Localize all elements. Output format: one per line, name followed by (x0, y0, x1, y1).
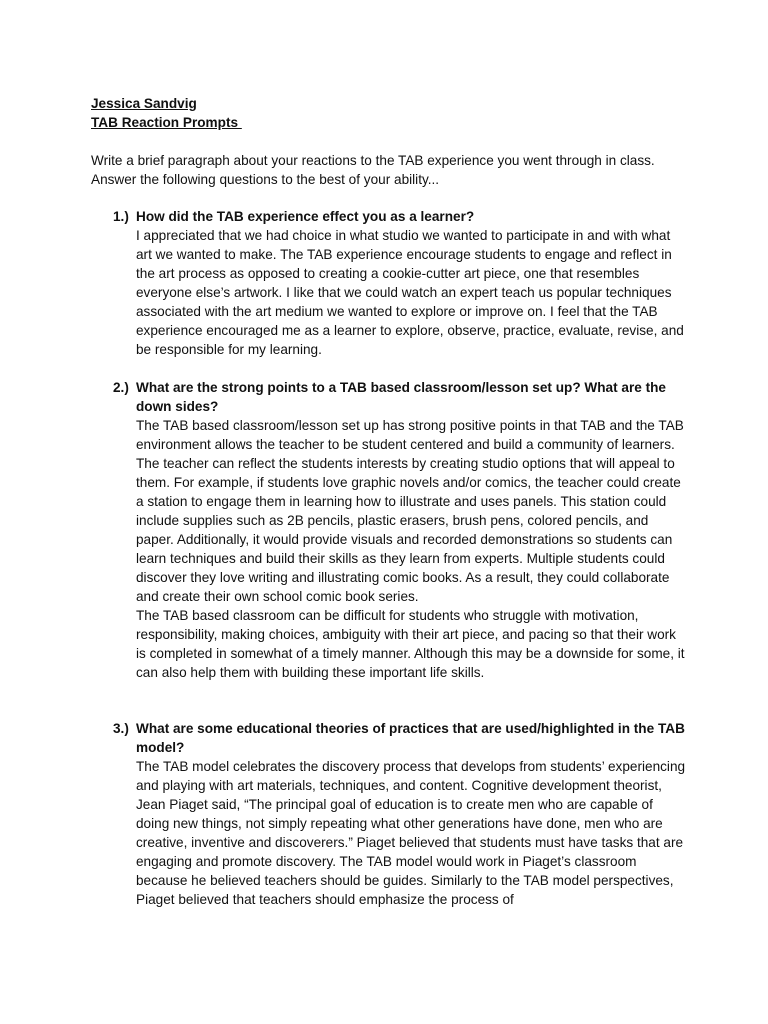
answer-text: The TAB based classroom/lesson set up has strong positive points in that TAB and the TAB environment allows the teacher to be student centered and build a community of learners. The teacher can reflect the students interests by creating studio options that will appeal to them. For example, if students love graphic novels and/or comics, the teacher could create a station to engage them in learning how to illustrate and uses panels. This station could include supplies such as 2B pencils, plastic erasers, brush pens, colored pencils, and paper. Additionally, it would provide visuals and recorded demonstrations so students can learn techniques and build their skills as they learn from experts. Multiple students could discover they love writing and illustrating comic books. As a result, they could collaborate and create their own school comic book series. The TAB based classroom can be difficult for students who struggle with motivation, responsibility, making choices, ambiguity with their art piece, and pacing so that their work is completed in somewhat of a timely manner. Although this may be a downside for some, it can also help them with building these important life skills. (136, 418, 685, 680)
intro-paragraph: Write a brief paragraph about your reactions to the TAB experience you went through in class. Answer the following questions to the best of your ability... (91, 153, 655, 187)
answer-text: The TAB model celebrates the discovery process that develops from students’ experiencing and playing with art materials, techniques, and content. Cognitive development theorist, Jean Piaget said, “The principal goal of education is to create men who are capable of doing new things, not simply repeating what other generations have done, men who are creative, inventive and discoverers.” Piaget believed that students must have tasks that are engaging and promote discovery. The TAB model would work in Piaget’s classroom because he believed teachers should be guides. Similarly to the TAB model perspectives, Piaget believed that teachers should emphasize the process of (136, 759, 686, 907)
question-text: How did the TAB experience effect you as a learner? (136, 209, 475, 224)
question-number: 2.) (113, 380, 129, 395)
question-number: 1.) (113, 209, 129, 224)
document-title: TAB Reaction Prompts (91, 115, 242, 130)
question-number: 3.) (113, 721, 129, 736)
answer-text: I appreciated that we had choice in what studio we wanted to participate in and with what art we wanted to make. The TAB experience encourage students to engage and reflect in the art process as opposed to creating a cookie-cutter art piece, one that resembles everyone else’s artwork. I like that we could watch an expert teach us popular techniques associated with the art medium we wanted to explore or improve on. I feel that the TAB experience encouraged me as a learner to explore, observe, practice, evaluate, revise, and be responsible for my learning. (136, 228, 684, 357)
author-name: Jessica Sandvig (91, 96, 197, 111)
question-text: What are some educational theories of practices that are used/highlighted in the TAB model? (136, 721, 685, 755)
question-text: What are the strong points to a TAB based classroom/lesson set up? What are the down sides? (136, 380, 666, 414)
document-header (91, 94, 242, 132)
